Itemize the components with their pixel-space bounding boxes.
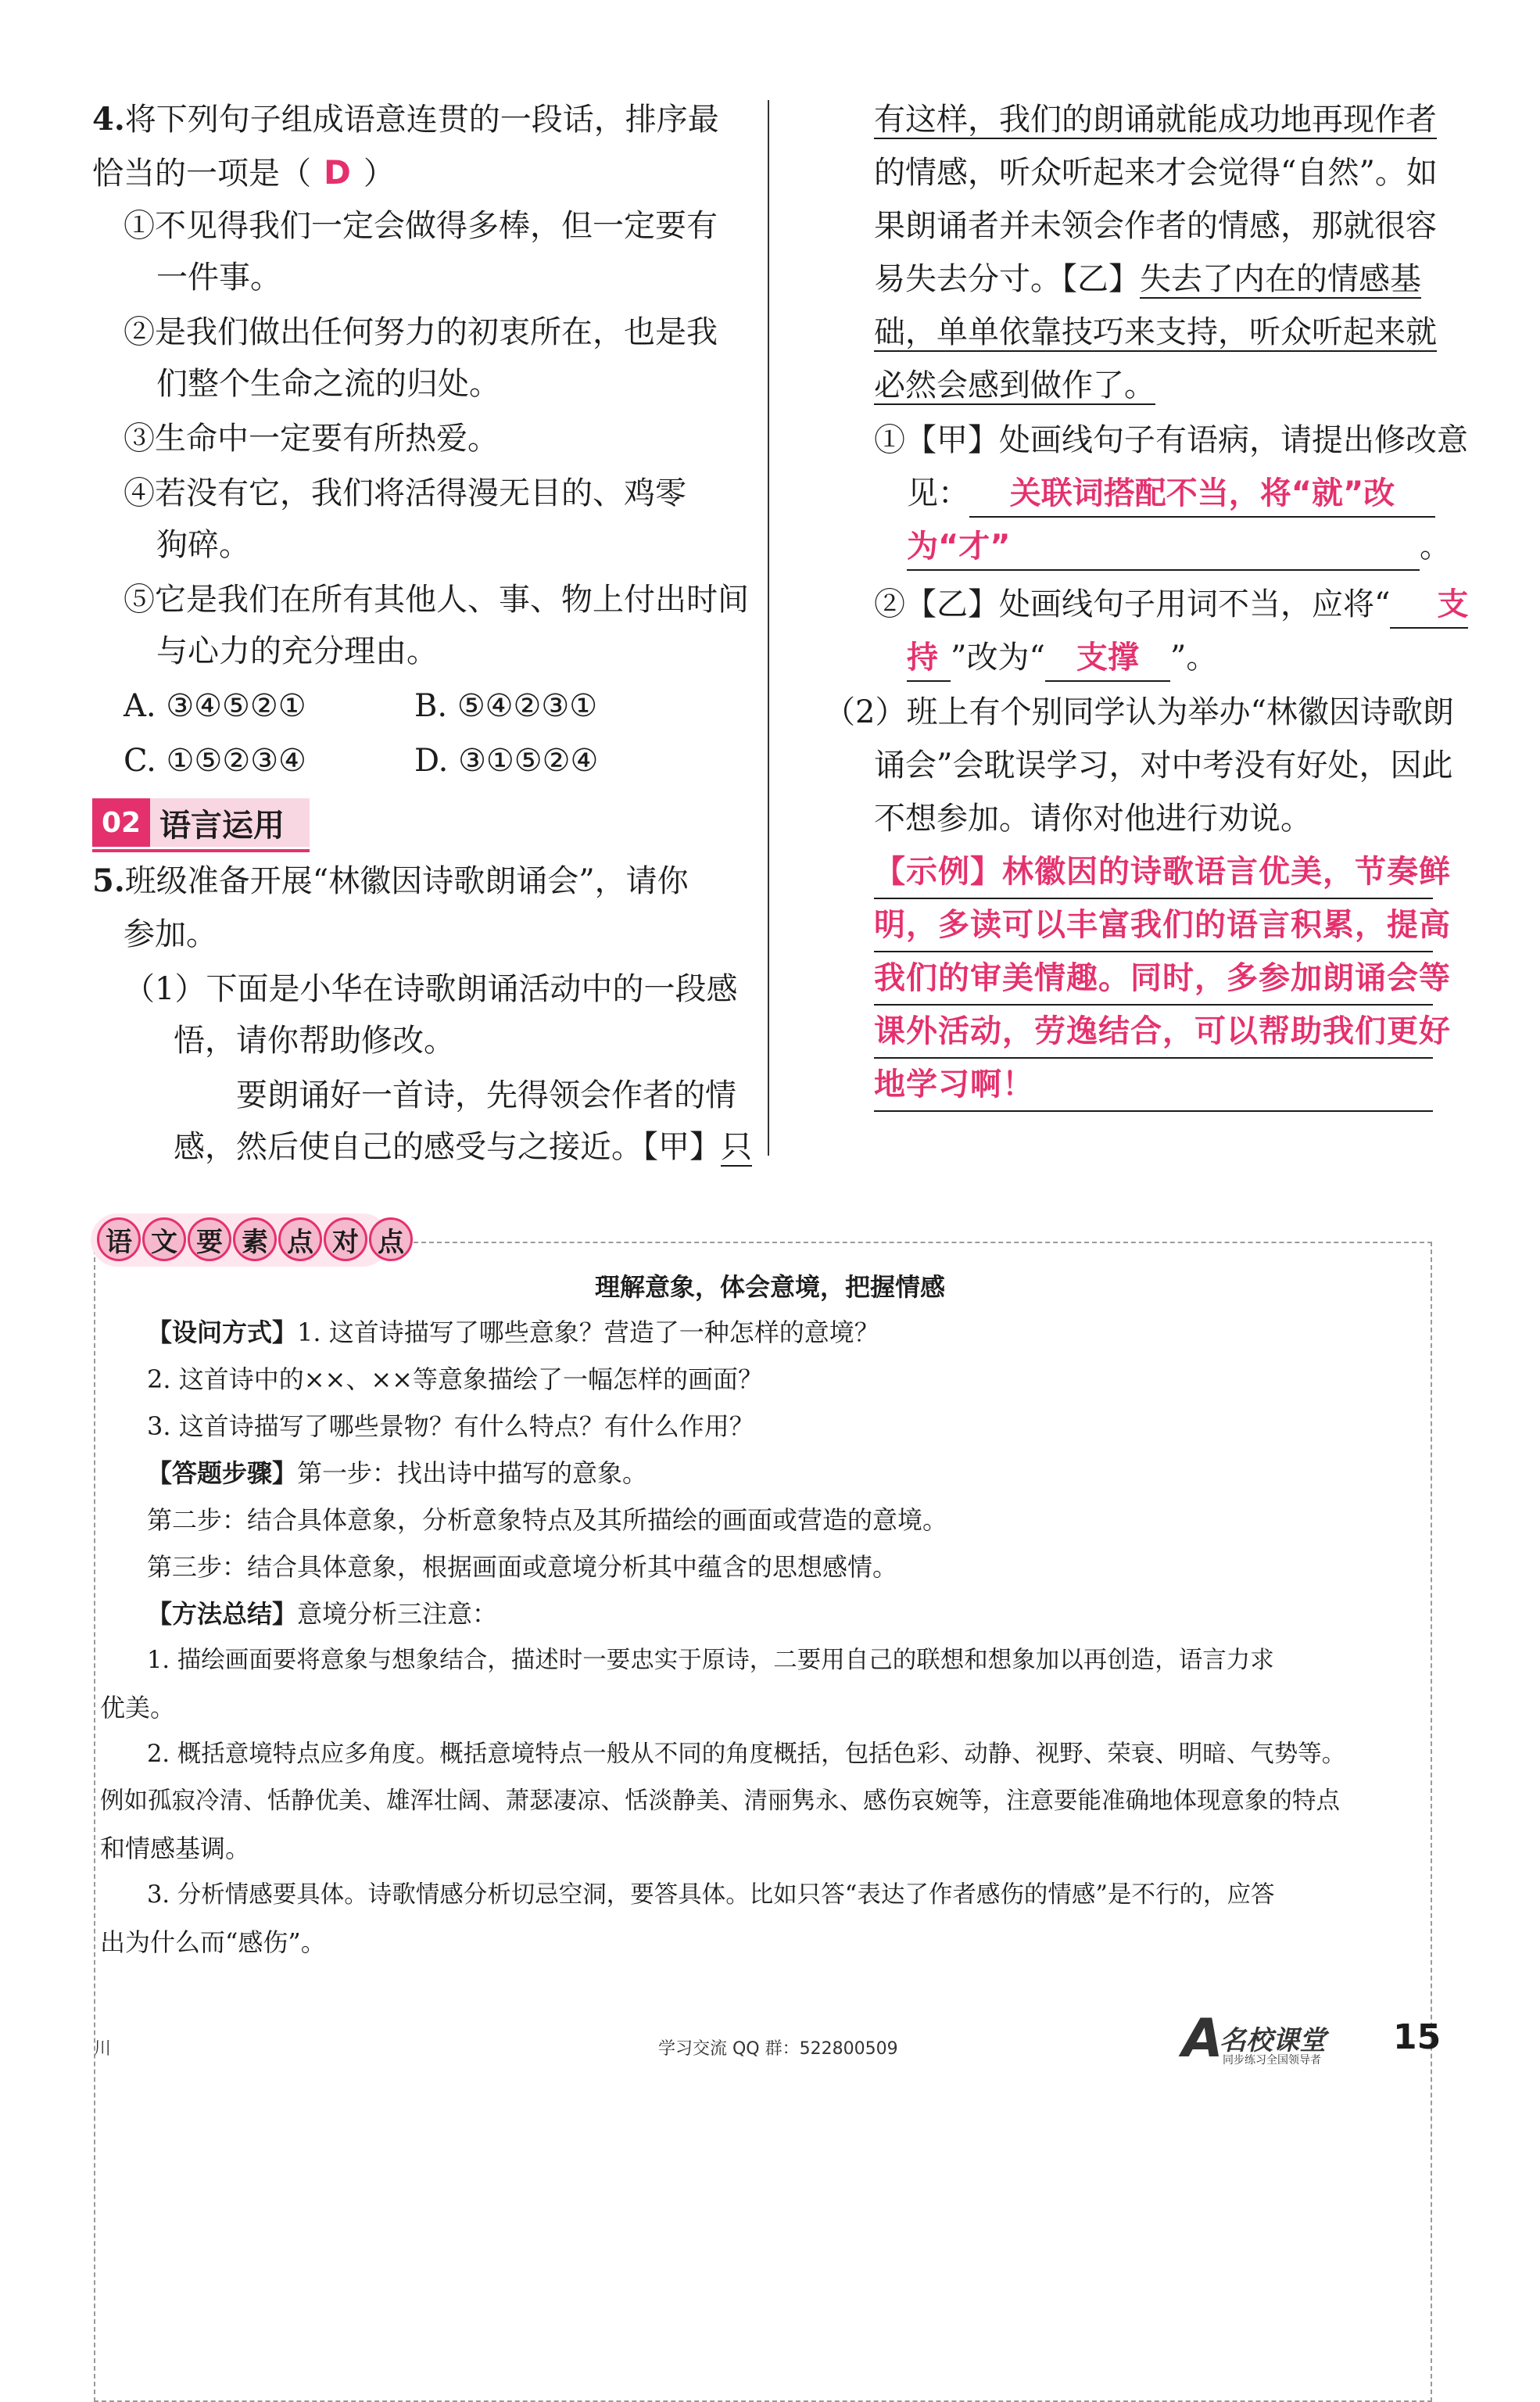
q4-sentence-2-cont: 们整个生命之流的归处。 xyxy=(156,366,500,402)
q4-sentence-1-cont: 一件事。 xyxy=(156,260,281,296)
brand-logo xyxy=(1182,2008,1401,2070)
q5-passage-underlined-jia-cont: 有这样，我们的朗诵就能成功地再现作者 xyxy=(874,102,1437,138)
q5-part2-answer-line5: 地学习啊！ xyxy=(874,1059,1433,1112)
box-step-1 xyxy=(147,1451,647,1495)
q5-sub1-answer-cont: 为“才” xyxy=(907,524,1420,571)
brand-name: 名校课堂 xyxy=(1219,2025,1326,2056)
method-label: 【方法总结】 xyxy=(147,1599,298,1629)
box-step-2: 第二步：结合具体意象，分析意象特点及其所描绘的画面或营造的意境。 xyxy=(147,1505,948,1535)
q5-passage-line4: 的情感，听众听起来才会觉得“自然”。如 xyxy=(874,155,1438,191)
q5-part1-prompt: （1）下面是小华在诗歌朗诵活动中的一段感 xyxy=(124,971,738,1007)
tag-char: 点 xyxy=(369,1217,413,1261)
q5-sub1-answer-line2 xyxy=(907,521,1451,572)
footer-region: 川 xyxy=(94,2039,112,2059)
q5-sub2-answer-original: 支 xyxy=(1390,582,1468,629)
q5-sub1-answer: 关联词搭配不当，将“就”改 xyxy=(969,471,1435,518)
q4-stem-text-2: 恰当的一项是（ xyxy=(92,156,311,192)
q4-line2 xyxy=(92,147,395,199)
q4-sentence-5: ⑤它是我们在所有其他人、事、物上付出时间 xyxy=(124,582,749,618)
q4-bracket-close: ） xyxy=(363,156,395,192)
q5-sub2-line2 xyxy=(907,632,1217,683)
q4-sentence-2: ②是我们做出任何努力的初衷所在，也是我 xyxy=(124,314,718,350)
box-method-1-cont: 优美。 xyxy=(100,1693,176,1723)
box-method-3: 3. 分析情感要具体。诗歌情感分析切忌空洞，要答具体。比如只答“表达了作者感伤的情感”是不行的，应答 xyxy=(147,1881,1275,1909)
ask-text-1: 1. 这首诗描写了哪些意象？营造了一种怎样的意境？ xyxy=(297,1318,879,1347)
q4-option-c: C. ①⑤②③④ xyxy=(124,743,306,779)
q5-passage-line6 xyxy=(874,253,1421,305)
q5-part2-prompt-cont: 诵会”会耽误学习，对中考没有好处，因此 xyxy=(874,747,1453,783)
q5-sub1-label: 见： xyxy=(907,475,969,511)
section-number: 02 xyxy=(92,798,150,847)
q5-part2-prompt-end: 不想参加。请你对他进行劝说。 xyxy=(874,801,1312,837)
q5-sub1-period: 。 xyxy=(1420,529,1451,565)
box-method-2-cont: 例如孤寂冷清、恬静优美、雄浑壮阔、萧瑟凄凉、恬淡静美、清丽隽永、感伤哀婉等，注意要能准确地体现意象的特点 xyxy=(100,1787,1340,1815)
tag-char: 要 xyxy=(188,1217,231,1261)
footer-qq-group: 学习交流 QQ 群：522800509 xyxy=(658,2039,898,2059)
tag-char: 文 xyxy=(142,1217,186,1261)
box-step-3: 第三步：结合具体意象，根据画面或意境分析其中蕴含的思想感情。 xyxy=(147,1552,898,1582)
q4-sentence-3: ③生命中一定要有所热爱。 xyxy=(124,421,499,457)
q5-passage-line1: 要朗诵好一首诗，先得领会作者的情 xyxy=(236,1077,736,1113)
q5-passage-text: 感，然后使自己的感受与之接近。【甲】 xyxy=(174,1129,721,1165)
q5-sub2-line1 xyxy=(874,579,1468,630)
q5-sub2-close: ”。 xyxy=(1169,640,1218,676)
q5-passage-underlined-yi-cont: 础，单单依靠技巧来支持，听众听起来就 xyxy=(874,314,1437,350)
q5-passage-underlined-yi: 失去了内在的情感基 xyxy=(1140,261,1421,297)
page-number: 15 xyxy=(1393,2017,1442,2057)
q5-sub2-answer-original-cont: 持 xyxy=(907,635,951,682)
q5-stem-text-2: 参加。 xyxy=(124,916,217,952)
section-label xyxy=(92,796,310,852)
ask-label: 【设问方式】 xyxy=(147,1318,298,1347)
box-method-intro xyxy=(147,1592,497,1636)
q4-option-b: B. ⑤④②③① xyxy=(414,688,598,724)
brand-logo-a-mark: A xyxy=(1182,2008,1223,2070)
q4-answer: D xyxy=(324,153,351,192)
box-method-2: 2. 概括意境特点应多角度。概括意境特点一般从不同的角度概括，包括色彩、动静、视野、荣衰、明暗、气势等。 xyxy=(147,1741,1346,1768)
tag-char: 对 xyxy=(324,1217,367,1261)
box-ask-1 xyxy=(147,1310,879,1354)
q4-sentence-1: ①不见得我们一定会做得多棒，但一定要有 xyxy=(124,208,718,244)
column-divider xyxy=(768,100,769,1156)
q4-stem-text: 将下列句子组成语意连贯的一段话，排序最 xyxy=(124,102,719,138)
q5-sub2-change-to: ”改为“ xyxy=(951,640,1045,676)
q4-number: 4. xyxy=(92,101,125,138)
q5-part2-answer-line4: 课外活动，劳逸结合，可以帮助我们更好 xyxy=(874,1006,1433,1059)
box-method-3-cont: 出为什么而“感伤”。 xyxy=(100,1927,326,1957)
q4-sentence-4-cont: 狗碎。 xyxy=(156,527,250,563)
box-method-1: 1. 描绘画面要将意象与想象结合，描述时一要忠实于原诗，二要用自己的联想和想象加以再创造，语言力求 xyxy=(147,1647,1274,1674)
q5-sub2-answer-replacement: 支撑 xyxy=(1045,635,1170,682)
step-text-1: 第一步：找出诗中描写的意象。 xyxy=(297,1458,648,1488)
knowledge-box-title: 理解意象，体会意境，把握情感 xyxy=(594,1272,945,1302)
q4-sentence-5-cont: 与心力的充分理由。 xyxy=(156,633,438,669)
q5-passage-line5: 果朗诵者并未领会作者的情感，那就很容 xyxy=(874,208,1437,244)
q5-sub1-answer-line1 xyxy=(907,468,1435,519)
tag-char: 素 xyxy=(233,1217,277,1261)
tag-char: 点 xyxy=(278,1217,322,1261)
q5-sub2-prompt: ②【乙】处画线句子用词不当，应将“ xyxy=(874,586,1391,622)
q5-passage-underlined-jia: 只 xyxy=(721,1129,752,1165)
q5-sub1-prompt: ①【甲】处画线句子有语病，请提出修改意 xyxy=(874,422,1468,458)
q5-line1 xyxy=(92,855,689,907)
q4-line1 xyxy=(92,94,719,145)
box-method-2-end: 和情感基调。 xyxy=(100,1834,251,1863)
step-label: 【答题步骤】 xyxy=(147,1458,298,1488)
q5-passage-line3 xyxy=(874,94,1437,145)
q4-option-d: D. ③①⑤②④ xyxy=(414,743,599,779)
q5-part1-prompt-cont: 悟，请你帮助修改。 xyxy=(174,1023,455,1059)
q5-passage-text-yi: 易失去分寸。【乙】 xyxy=(874,261,1140,297)
q5-part2-answer-line1: 【示例】林徽因的诗歌语言优美，节奏鲜 xyxy=(874,846,1433,899)
q5-passage-line7 xyxy=(874,307,1437,358)
q5-part2-answer-line2: 明，多读可以丰富我们的语言积累，提高 xyxy=(874,899,1433,952)
q5-part2-prompt: （2）班上有个别同学认为举办“林徽因诗歌朗 xyxy=(824,694,1454,730)
q5-part2-answer-line3: 我们的审美情趣。同时，多参加朗诵会等 xyxy=(874,952,1433,1006)
q5-passage-line2 xyxy=(174,1121,752,1173)
q4-sentence-4: ④若没有它，我们将活得漫无目的、鸡零 xyxy=(124,475,686,511)
tag-char: 语 xyxy=(97,1217,141,1261)
brand-subtitle: 同步练习全国领导者 xyxy=(1223,2054,1321,2067)
q5-passage-line8 xyxy=(874,360,1155,411)
q5-passage-underlined-yi-end: 必然会感到做作了。 xyxy=(874,367,1155,403)
box-ask-3: 3. 这首诗描写了哪些景物？有什么特点？有什么作用？ xyxy=(147,1411,754,1441)
q5-number: 5. xyxy=(92,862,125,899)
q5-stem-text: 班级准备开展“林徽因诗歌朗诵会”，请你 xyxy=(124,863,689,899)
box-ask-2: 2. 这首诗中的××、××等意象描绘了一幅怎样的画面？ xyxy=(147,1364,763,1394)
section-title: 语言运用 xyxy=(150,798,310,847)
knowledge-box-tag xyxy=(97,1217,413,1266)
q4-option-a: A. ③④⑤②① xyxy=(124,688,306,724)
method-intro-text: 意境分析三注意： xyxy=(297,1599,498,1629)
